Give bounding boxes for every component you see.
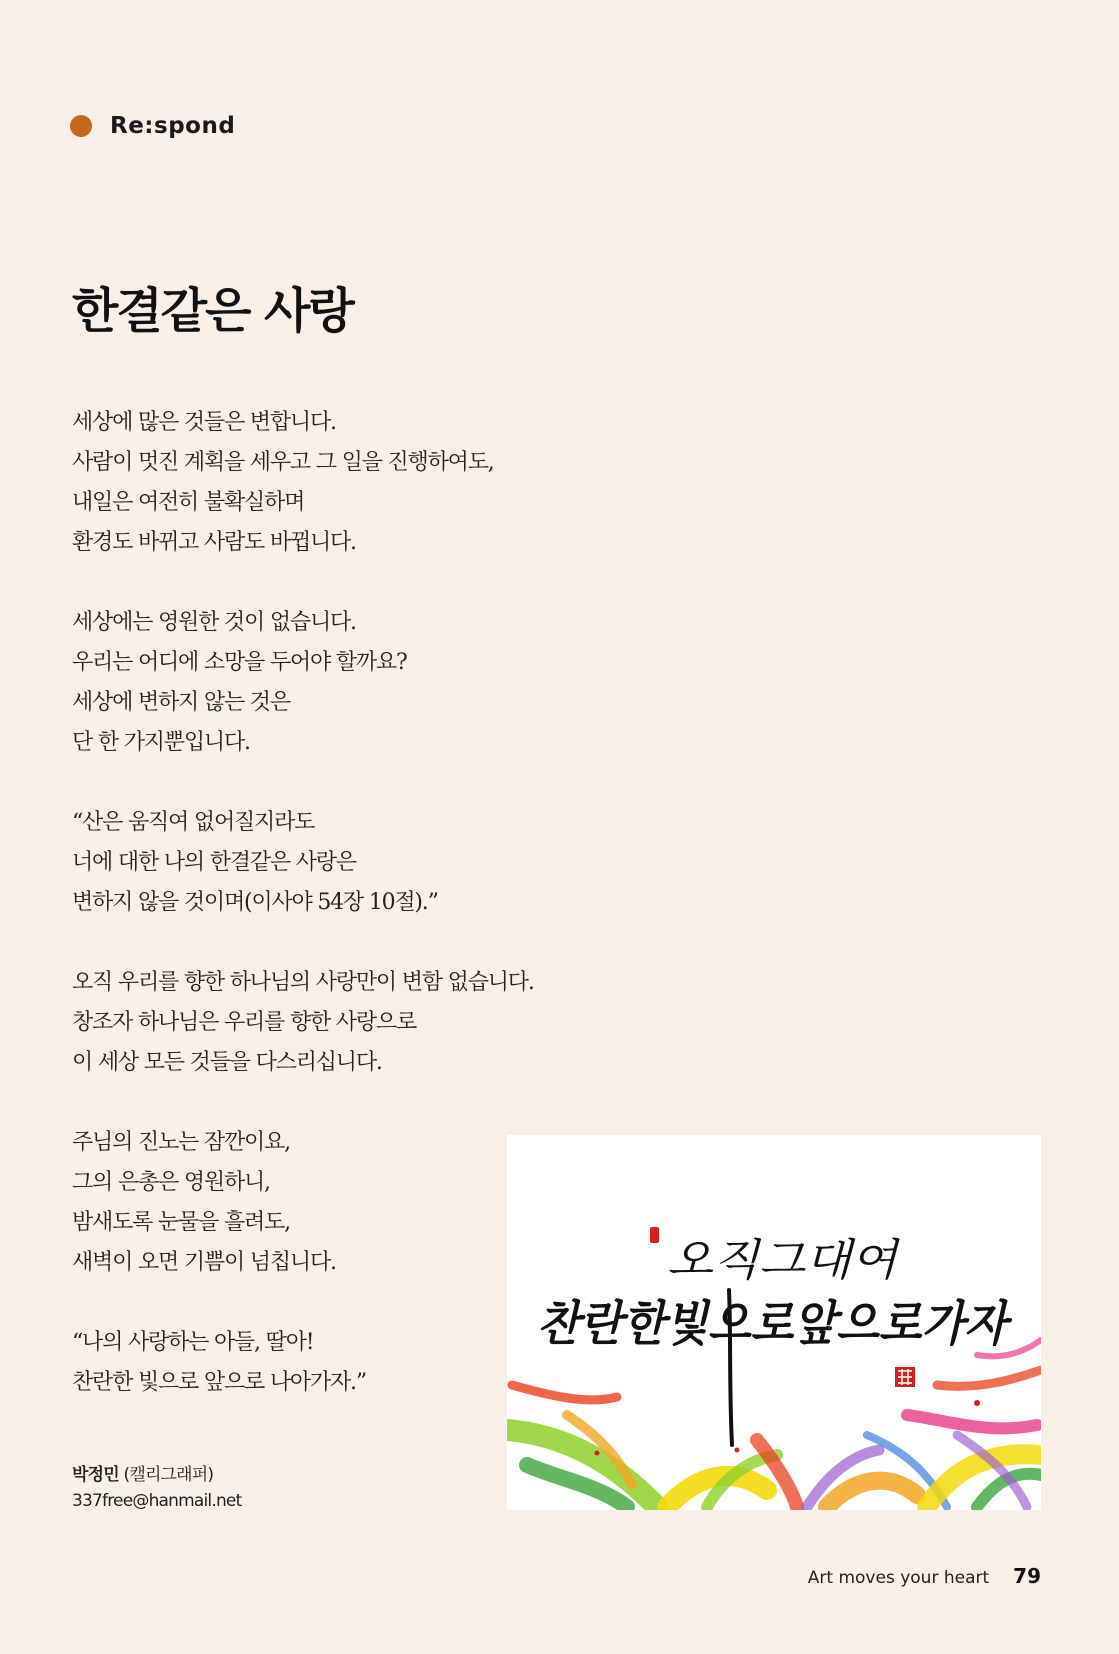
calligraphy-line-2: 찬란한빛으로앞으로가자 [537,1296,1014,1352]
poem-line: 내일은 여전히 불확실하며 [72,490,305,515]
poem-line: “산은 움직여 없어질지라도 [72,810,315,835]
page-number: 79 [1013,1564,1041,1588]
poem-line: 찬란한 빛으로 앞으로 나아가자.” [72,1370,366,1395]
poem-line: 단 한 가지뿐입니다. [72,730,250,755]
footer-tagline: Art moves your heart [807,1568,990,1588]
poem-line: 사람이 멋진 계획을 세우고 그 일을 진행하여도, [72,450,494,475]
author-email: 337free@hanmail.net [72,1491,242,1511]
poem-line: 우리는 어디에 소망을 두어야 할까요? [72,650,407,675]
poem-line: 밤새도록 눈물을 흘려도, [72,1210,290,1235]
paint-splash [735,1448,740,1453]
seal-stamp-icon [650,1227,659,1243]
poem-line: 그의 은총은 영원하니, [72,1170,270,1195]
brush-strokes [507,1340,1041,1507]
poem-line: 새벽이 오면 기쁨이 넘칩니다. [72,1250,336,1275]
paint-splash [595,1451,600,1456]
brush-stroke [907,1415,1037,1428]
poem-line: 변하지 않을 것이며(이사야 54장 10절).” [72,890,438,915]
author-name: 박정민 [72,1465,119,1485]
brush-stroke [827,1481,917,1507]
author-role: (캘리그래퍼) [123,1465,214,1485]
poem-line: 이 세상 모든 것들을 다스리십니다. [72,1050,382,1075]
poem-line: 환경도 바뀌고 사람도 바뀝니다. [72,530,356,555]
section-tag [70,113,235,139]
brush-stroke [512,1385,617,1400]
poem-line: 세상에는 영원한 것이 없습니다. [72,610,356,635]
stanza [72,803,632,923]
poem-line: 세상에 변하지 않는 것은 [72,690,290,715]
article-title: 한결같은 사랑 [72,283,353,339]
stanza [72,963,632,1083]
page-footer [808,1564,1041,1588]
bullet-dot-icon [70,115,92,137]
poem-line: “나의 사랑하는 아들, 딸아! [72,1330,314,1355]
brush-stroke [937,1370,1041,1386]
calligraphy-line-1: 오직그대여 [667,1235,900,1286]
calligraphy-artwork [507,1135,1041,1510]
section-label: Re:spond [110,113,236,139]
stanza [72,403,632,563]
paint-splash [974,1400,980,1406]
poem-line: 너에 대한 나의 한결같은 사랑은 [72,850,356,875]
poem-line: 주님의 진노는 잠깐이요, [72,1130,290,1155]
calligraphy-artwork-svg [507,1135,1041,1510]
author-credit [72,1462,241,1514]
poem-line: 오직 우리를 향한 하나님의 사랑만이 변함 없습니다. [72,970,534,995]
seal-stamp-pattern [898,1369,912,1385]
poem-line: 세상에 많은 것들은 변합니다. [72,410,336,435]
poem-line: 창조자 하나님은 우리를 향한 사랑으로 [72,1010,417,1035]
stanza [72,603,632,763]
